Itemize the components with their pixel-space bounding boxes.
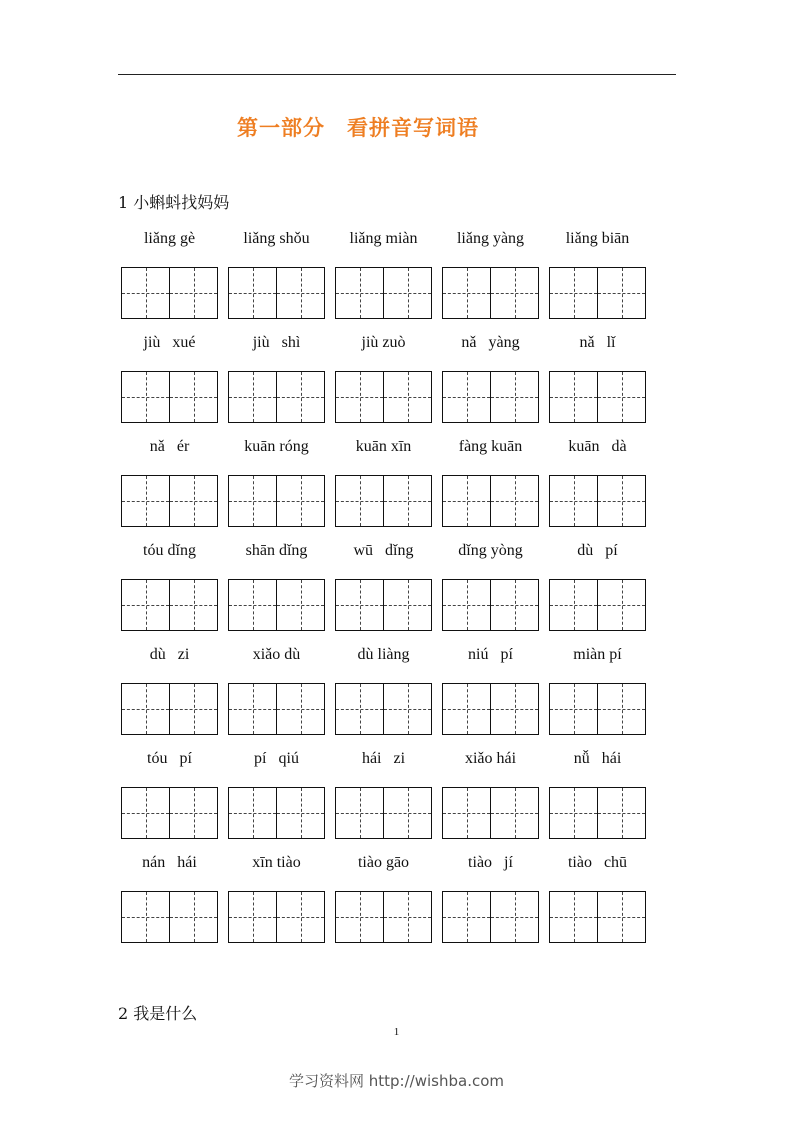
writing-cell	[276, 684, 324, 734]
character-boxes	[442, 371, 539, 423]
writing-cell	[490, 684, 538, 734]
word-item	[121, 334, 218, 423]
pinyin-label: dǐng yòng	[458, 542, 523, 559]
writing-cell	[383, 580, 431, 630]
word-item	[228, 542, 325, 631]
pinyin-label: tiào gāo	[357, 854, 410, 871]
writing-cell	[490, 788, 538, 838]
writing-cell	[597, 268, 645, 318]
writing-cell	[550, 892, 597, 942]
writing-cell	[169, 892, 217, 942]
pinyin-label: jiù shì	[252, 334, 301, 351]
pinyin-label: shān dǐng	[245, 542, 308, 559]
word-item	[442, 230, 539, 319]
character-boxes	[549, 267, 646, 319]
writing-cell	[169, 684, 217, 734]
character-boxes	[228, 787, 325, 839]
writing-cell	[169, 372, 217, 422]
pinyin-label: tóu pí	[147, 750, 192, 767]
character-boxes	[335, 475, 432, 527]
writing-cell	[122, 372, 169, 422]
pinyin-label: dù liàng	[357, 646, 410, 663]
writing-cell	[229, 580, 276, 630]
writing-cell	[383, 268, 431, 318]
word-item	[549, 646, 646, 735]
character-boxes	[335, 787, 432, 839]
pinyin-label: tóu dǐng	[143, 542, 196, 559]
writing-cell	[383, 788, 431, 838]
writing-cell	[597, 580, 645, 630]
character-boxes	[335, 683, 432, 735]
character-boxes	[228, 683, 325, 735]
word-item	[442, 542, 539, 631]
pinyin-label: xīn tiào	[252, 854, 301, 871]
character-boxes	[228, 579, 325, 631]
writing-cell	[169, 268, 217, 318]
pinyin-label: miàn pí	[573, 646, 622, 663]
writing-cell	[490, 372, 538, 422]
writing-cell	[276, 580, 324, 630]
character-boxes	[121, 683, 218, 735]
character-boxes	[549, 579, 646, 631]
pinyin-label: nán hái	[142, 854, 197, 871]
pinyin-label: wū dǐng	[353, 542, 414, 559]
word-item	[335, 230, 432, 319]
writing-cell	[276, 372, 324, 422]
word-item	[442, 334, 539, 423]
word-item	[335, 646, 432, 735]
writing-cell	[383, 892, 431, 942]
word-item	[335, 334, 432, 423]
word-item	[549, 542, 646, 631]
character-boxes	[121, 267, 218, 319]
pinyin-label: hái zi	[361, 750, 406, 767]
pinyin-label: dù pí	[577, 542, 618, 559]
character-boxes	[121, 787, 218, 839]
word-item	[442, 750, 539, 839]
character-boxes	[335, 371, 432, 423]
writing-cell	[229, 788, 276, 838]
pinyin-label: liǎng miàn	[349, 230, 418, 247]
writing-cell	[229, 476, 276, 526]
character-boxes	[228, 267, 325, 319]
writing-cell	[490, 892, 538, 942]
word-item	[549, 334, 646, 423]
writing-cell	[169, 476, 217, 526]
word-item	[121, 646, 218, 735]
pinyin-label: tiào chū	[567, 854, 628, 871]
word-item	[121, 854, 218, 943]
writing-cell	[276, 476, 324, 526]
pinyin-label: nǎ ér	[149, 438, 190, 455]
word-item	[228, 854, 325, 943]
character-boxes	[549, 683, 646, 735]
character-boxes	[121, 475, 218, 527]
pinyin-label: nǎ lǐ	[579, 334, 616, 351]
writing-cell	[550, 268, 597, 318]
character-boxes	[442, 267, 539, 319]
writing-cell	[597, 788, 645, 838]
writing-cell	[276, 788, 324, 838]
pinyin-label: nǎ yàng	[461, 334, 520, 351]
character-boxes	[335, 579, 432, 631]
pinyin-label: kuān dà	[568, 438, 627, 455]
word-item	[335, 542, 432, 631]
pinyin-label: liǎng shǒu	[243, 230, 310, 247]
writing-cell	[383, 684, 431, 734]
word-item	[549, 438, 646, 527]
character-boxes	[549, 475, 646, 527]
writing-cell	[229, 268, 276, 318]
writing-cell	[336, 476, 383, 526]
character-boxes	[442, 891, 539, 943]
pinyin-label: liǎng biān	[565, 230, 630, 247]
writing-cell	[490, 268, 538, 318]
footer-watermark: 学习资料网 http://wishba.com	[289, 1072, 504, 1090]
writing-cell	[276, 892, 324, 942]
character-boxes	[228, 891, 325, 943]
word-item	[549, 854, 646, 943]
writing-cell	[490, 476, 538, 526]
word-item	[121, 438, 218, 527]
character-boxes	[335, 267, 432, 319]
writing-cell	[383, 372, 431, 422]
writing-cell	[550, 372, 597, 422]
writing-cell	[550, 684, 597, 734]
writing-cell	[122, 788, 169, 838]
section-heading-1: 1 小蝌蚪找妈妈	[118, 193, 230, 212]
page-title: 第一部分 看拼音写词语	[237, 116, 479, 140]
writing-cell	[443, 580, 490, 630]
writing-cell	[443, 892, 490, 942]
pinyin-label: jiù zuò	[361, 334, 406, 351]
writing-cell	[443, 476, 490, 526]
writing-cell	[550, 788, 597, 838]
writing-cell	[336, 684, 383, 734]
word-item	[549, 230, 646, 319]
writing-cell	[597, 684, 645, 734]
word-item	[228, 334, 325, 423]
writing-cell	[122, 580, 169, 630]
writing-cell	[229, 372, 276, 422]
word-item	[442, 854, 539, 943]
writing-cell	[229, 684, 276, 734]
pinyin-label: jiù xué	[143, 334, 196, 351]
writing-cell	[443, 684, 490, 734]
word-item	[549, 750, 646, 839]
writing-cell	[336, 788, 383, 838]
writing-cell	[550, 580, 597, 630]
pinyin-label: liǎng yàng	[456, 230, 525, 247]
pinyin-label: kuān róng	[244, 438, 309, 455]
character-boxes	[442, 683, 539, 735]
writing-cell	[383, 476, 431, 526]
writing-cell	[336, 892, 383, 942]
writing-cell	[169, 788, 217, 838]
character-boxes	[549, 787, 646, 839]
word-item	[442, 646, 539, 735]
word-item	[335, 750, 432, 839]
character-boxes	[121, 371, 218, 423]
writing-cell	[597, 372, 645, 422]
word-item	[228, 230, 325, 319]
pinyin-label: tiào jí	[468, 854, 513, 871]
pinyin-label: fàng kuān	[458, 438, 523, 455]
writing-cell	[229, 892, 276, 942]
writing-cell	[122, 268, 169, 318]
writing-cell	[336, 372, 383, 422]
writing-cell	[597, 892, 645, 942]
writing-cell	[490, 580, 538, 630]
section-heading-2: 2 我是什么	[118, 1004, 198, 1023]
word-item	[335, 438, 432, 527]
character-boxes	[549, 371, 646, 423]
word-item	[228, 646, 325, 735]
writing-cell	[550, 476, 597, 526]
writing-cell	[122, 892, 169, 942]
character-boxes	[228, 475, 325, 527]
pinyin-label: dù zi	[149, 646, 190, 663]
word-item	[335, 854, 432, 943]
word-item	[228, 438, 325, 527]
character-boxes	[442, 475, 539, 527]
pinyin-label: pí qiú	[254, 750, 299, 767]
writing-cell	[443, 372, 490, 422]
pinyin-label: liǎng gè	[143, 230, 196, 247]
word-item	[121, 542, 218, 631]
pinyin-label: kuān xīn	[355, 438, 412, 455]
writing-cell	[597, 476, 645, 526]
character-boxes	[121, 891, 218, 943]
pinyin-label: niú pí	[468, 646, 513, 663]
word-item	[442, 438, 539, 527]
pinyin-label: nǚ hái	[573, 750, 622, 767]
pinyin-label: xiǎo dù	[252, 646, 301, 663]
character-boxes	[442, 787, 539, 839]
character-boxes	[549, 891, 646, 943]
page-number: 1	[393, 1026, 400, 1038]
character-boxes	[121, 579, 218, 631]
writing-cell	[122, 684, 169, 734]
writing-cell	[122, 476, 169, 526]
word-item	[121, 750, 218, 839]
writing-cell	[443, 788, 490, 838]
word-item	[121, 230, 218, 319]
writing-cell	[336, 580, 383, 630]
character-boxes	[442, 579, 539, 631]
writing-cell	[336, 268, 383, 318]
writing-cell	[276, 268, 324, 318]
pinyin-label: xiǎo hái	[464, 750, 517, 767]
word-item	[228, 750, 325, 839]
writing-cell	[169, 580, 217, 630]
writing-cell	[443, 268, 490, 318]
character-boxes	[228, 371, 325, 423]
character-boxes	[335, 891, 432, 943]
